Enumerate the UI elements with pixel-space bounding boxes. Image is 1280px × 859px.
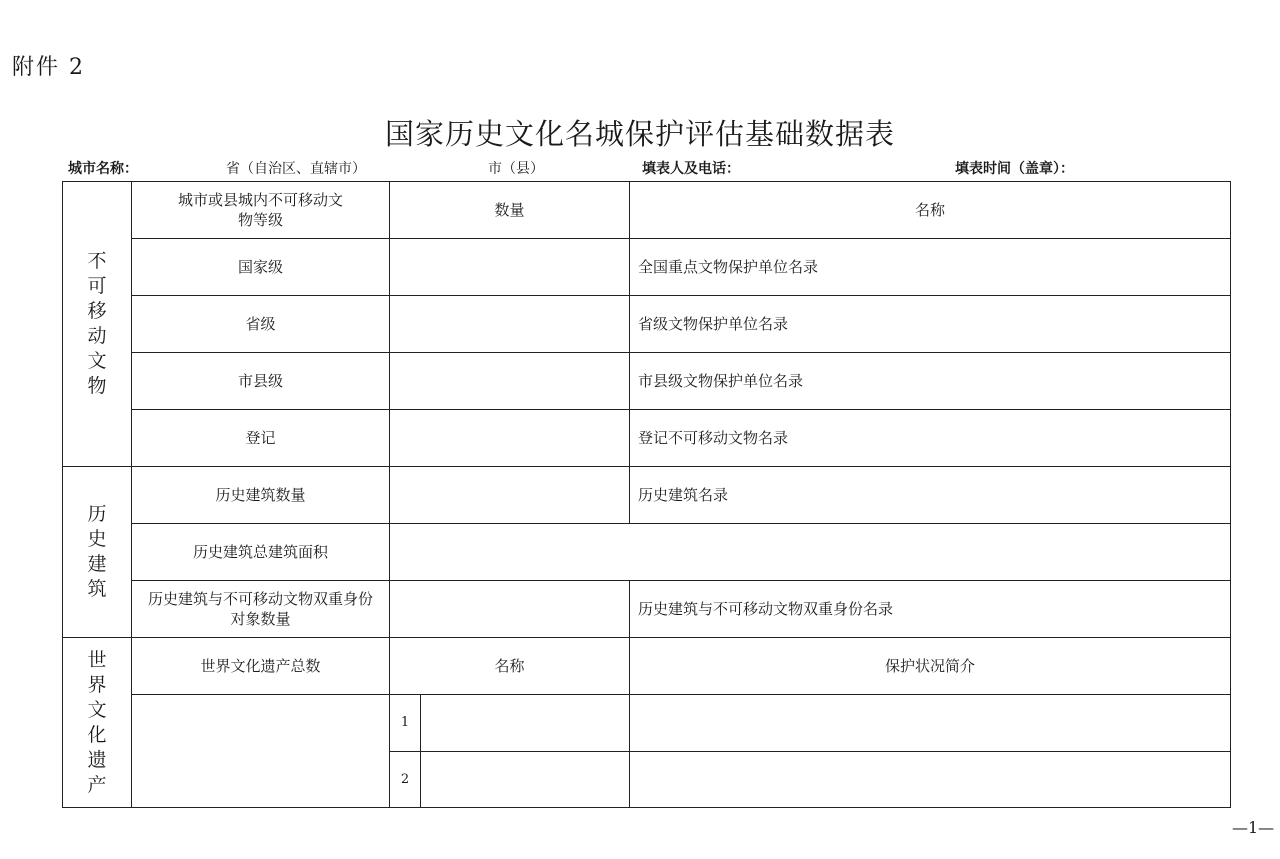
table-row bbox=[63, 581, 1231, 638]
historic-dual-label: 历史建筑与不可移动文物双重身份对象数量 bbox=[132, 581, 390, 638]
name-provincial: 省级文物保护单位名录 bbox=[630, 296, 1231, 353]
heritage-status-cell bbox=[630, 752, 1231, 808]
table-row bbox=[63, 524, 1231, 581]
heritage-index: 2 bbox=[390, 752, 421, 808]
heritage-index: 1 bbox=[390, 695, 421, 752]
level-registered: 登记 bbox=[132, 410, 390, 467]
level-municipal: 市县级 bbox=[132, 353, 390, 410]
document-title: 国家历史文化名城保护评估基础数据表 bbox=[384, 117, 895, 151]
count-cell bbox=[390, 467, 630, 524]
table-row bbox=[63, 695, 1231, 752]
historic-dual-name: 历史建筑与不可移动文物双重身份名录 bbox=[630, 581, 1231, 638]
table-row bbox=[63, 239, 1231, 296]
heritage-status-cell bbox=[630, 695, 1231, 752]
count-cell bbox=[390, 239, 630, 296]
heritage-name-cell bbox=[421, 752, 630, 808]
city-county-label: 市（县） bbox=[488, 161, 544, 177]
heritage-total-header: 世界文化遗产总数 bbox=[132, 638, 390, 695]
section-label-heritage: 世 界 文 化 遗 产 bbox=[63, 638, 132, 808]
count-cell bbox=[390, 410, 630, 467]
level-provincial: 省级 bbox=[132, 296, 390, 353]
name-municipal: 市县级文物保护单位名录 bbox=[630, 353, 1231, 410]
area-value-cell bbox=[390, 524, 1231, 581]
attachment-label: 附件 2 bbox=[12, 55, 85, 80]
filler-phone-label: 填表人及电话： bbox=[642, 161, 740, 177]
province-label: 省（自治区、直辖市） bbox=[226, 161, 366, 177]
header-level: 城市或县城内不可移动文物等级 bbox=[132, 182, 390, 239]
data-table bbox=[62, 181, 1231, 808]
section-label-historic: 历 史 建 筑 bbox=[63, 467, 132, 638]
table-row bbox=[63, 467, 1231, 524]
table-row bbox=[63, 182, 1231, 239]
count-cell bbox=[390, 296, 630, 353]
table-row bbox=[63, 353, 1231, 410]
count-cell bbox=[390, 581, 630, 638]
count-cell bbox=[390, 353, 630, 410]
table-row bbox=[63, 296, 1231, 353]
level-national: 国家级 bbox=[132, 239, 390, 296]
heritage-status-header: 保护状况简介 bbox=[630, 638, 1231, 695]
name-registered: 登记不可移动文物名录 bbox=[630, 410, 1231, 467]
name-national: 全国重点文物保护单位名录 bbox=[630, 239, 1231, 296]
historic-area-label: 历史建筑总建筑面积 bbox=[132, 524, 390, 581]
historic-count-label: 历史建筑数量 bbox=[132, 467, 390, 524]
page-number: —1— bbox=[1232, 818, 1275, 837]
historic-count-name: 历史建筑名录 bbox=[630, 467, 1231, 524]
section-label-immovable: 不 可 移 动 文 物 bbox=[63, 182, 132, 467]
heritage-total-cell bbox=[132, 695, 390, 808]
header-name: 名称 bbox=[630, 182, 1231, 239]
fill-time-label: 填表时间（盖章）： bbox=[955, 161, 1074, 177]
table-row bbox=[63, 410, 1231, 467]
city-name-label: 城市名称： bbox=[68, 161, 138, 177]
table-row bbox=[63, 638, 1231, 695]
heritage-name-cell bbox=[421, 695, 630, 752]
heritage-name-header: 名称 bbox=[390, 638, 630, 695]
header-count: 数量 bbox=[390, 182, 630, 239]
